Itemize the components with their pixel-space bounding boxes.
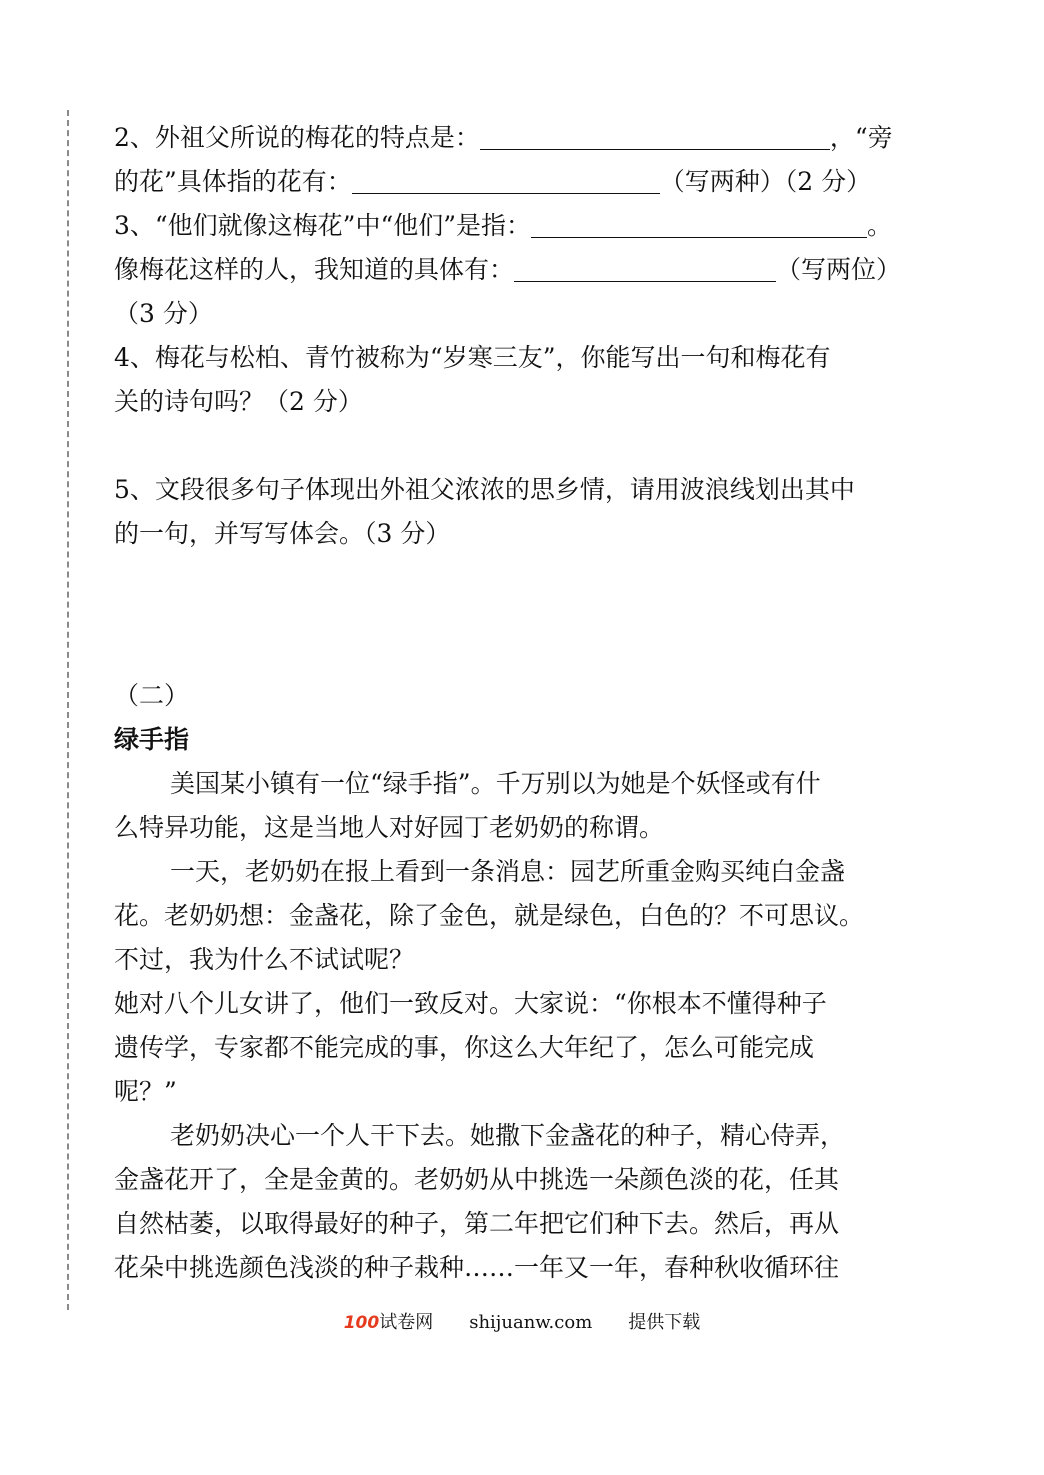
passage-title: 绿手指 [114, 725, 190, 754]
passage-line: 美国某小镇有一位“绿手指”。千万别以为她是个妖怪或有什 [170, 769, 821, 798]
passage-line: 么特异功能，这是当地人对好园丁老奶奶的称谓。 [114, 813, 665, 842]
download-note: 提供下载 [628, 1312, 701, 1333]
section-heading: （二） [114, 681, 190, 710]
page-footer [0, 1308, 1044, 1334]
site-logo-mark: 100 [343, 1313, 380, 1333]
binding-margin-line [67, 110, 69, 1310]
passage-line: 呢？” [114, 1077, 177, 1106]
question-4-line-1: 4、梅花与松柏、青竹被称为“岁寒三友”，你能写出一句和梅花有 [114, 343, 831, 372]
question-3-line-1: 3、“他们就像这梅花”中“他们”是指： 。 [114, 211, 893, 240]
question-2-line-2: 的花”具体指的花有： （写两种）（2 分） [114, 167, 872, 196]
question-3-line-3: （3 分） [114, 299, 213, 328]
passage-line: 自然枯萎，以取得最好的种子，第二年把它们种下去。然后，再从 [114, 1209, 840, 1238]
passage-line: 一天，老奶奶在报上看到一条消息：园艺所重金购买纯白金盏 [170, 857, 846, 886]
question-3-line-2: 像梅花这样的人，我知道的具体有： （写两位） [114, 255, 902, 284]
passage-line: 不过，我为什么不试试呢？ [114, 945, 415, 974]
site-url[interactable]: shijuanw.com [469, 1312, 593, 1333]
site-logo-text: 试卷网 [379, 1312, 434, 1333]
answer-blank-q2-flowers[interactable] [352, 165, 660, 194]
worksheet-content [114, 116, 934, 1290]
answer-blank-q3-people[interactable] [514, 253, 776, 282]
answer-blank-q2-trait[interactable] [480, 121, 830, 150]
passage-line: 花。老奶奶想：金盏花，除了金色，就是绿色，白色的？不可思议。 [114, 901, 865, 930]
passage-line: 遗传学，专家都不能完成的事，你这么大年纪了，怎么可能完成 [114, 1033, 815, 1062]
passage-line: 花朵中挑选颜色浅淡的种子栽种……一年又一年，春种秋收循环往 [114, 1253, 840, 1282]
question-2-line-1: 2、外祖父所说的梅花的特点是： ，“旁 [114, 123, 893, 152]
passage-line: 她对八个儿女讲了，他们一致反对。大家说：“你根本不懂得种子 [114, 989, 827, 1018]
question-5-line-1: 5、文段很多句子体现出外祖父浓浓的思乡情，请用波浪线划出其中 [114, 475, 855, 504]
answer-blank-q3-they[interactable] [531, 209, 867, 238]
question-4-line-2: 关的诗句吗？（2 分） [114, 387, 363, 416]
question-5-line-2: 的一句，并写写体会。（3 分） [114, 519, 451, 548]
passage-line: 老奶奶决心一个人干下去。她撒下金盏花的种子，精心侍弄， [170, 1121, 846, 1150]
passage-line: 金盏花开了，全是金黄的。老奶奶从中挑选一朵颜色淡的花，任其 [114, 1165, 840, 1194]
